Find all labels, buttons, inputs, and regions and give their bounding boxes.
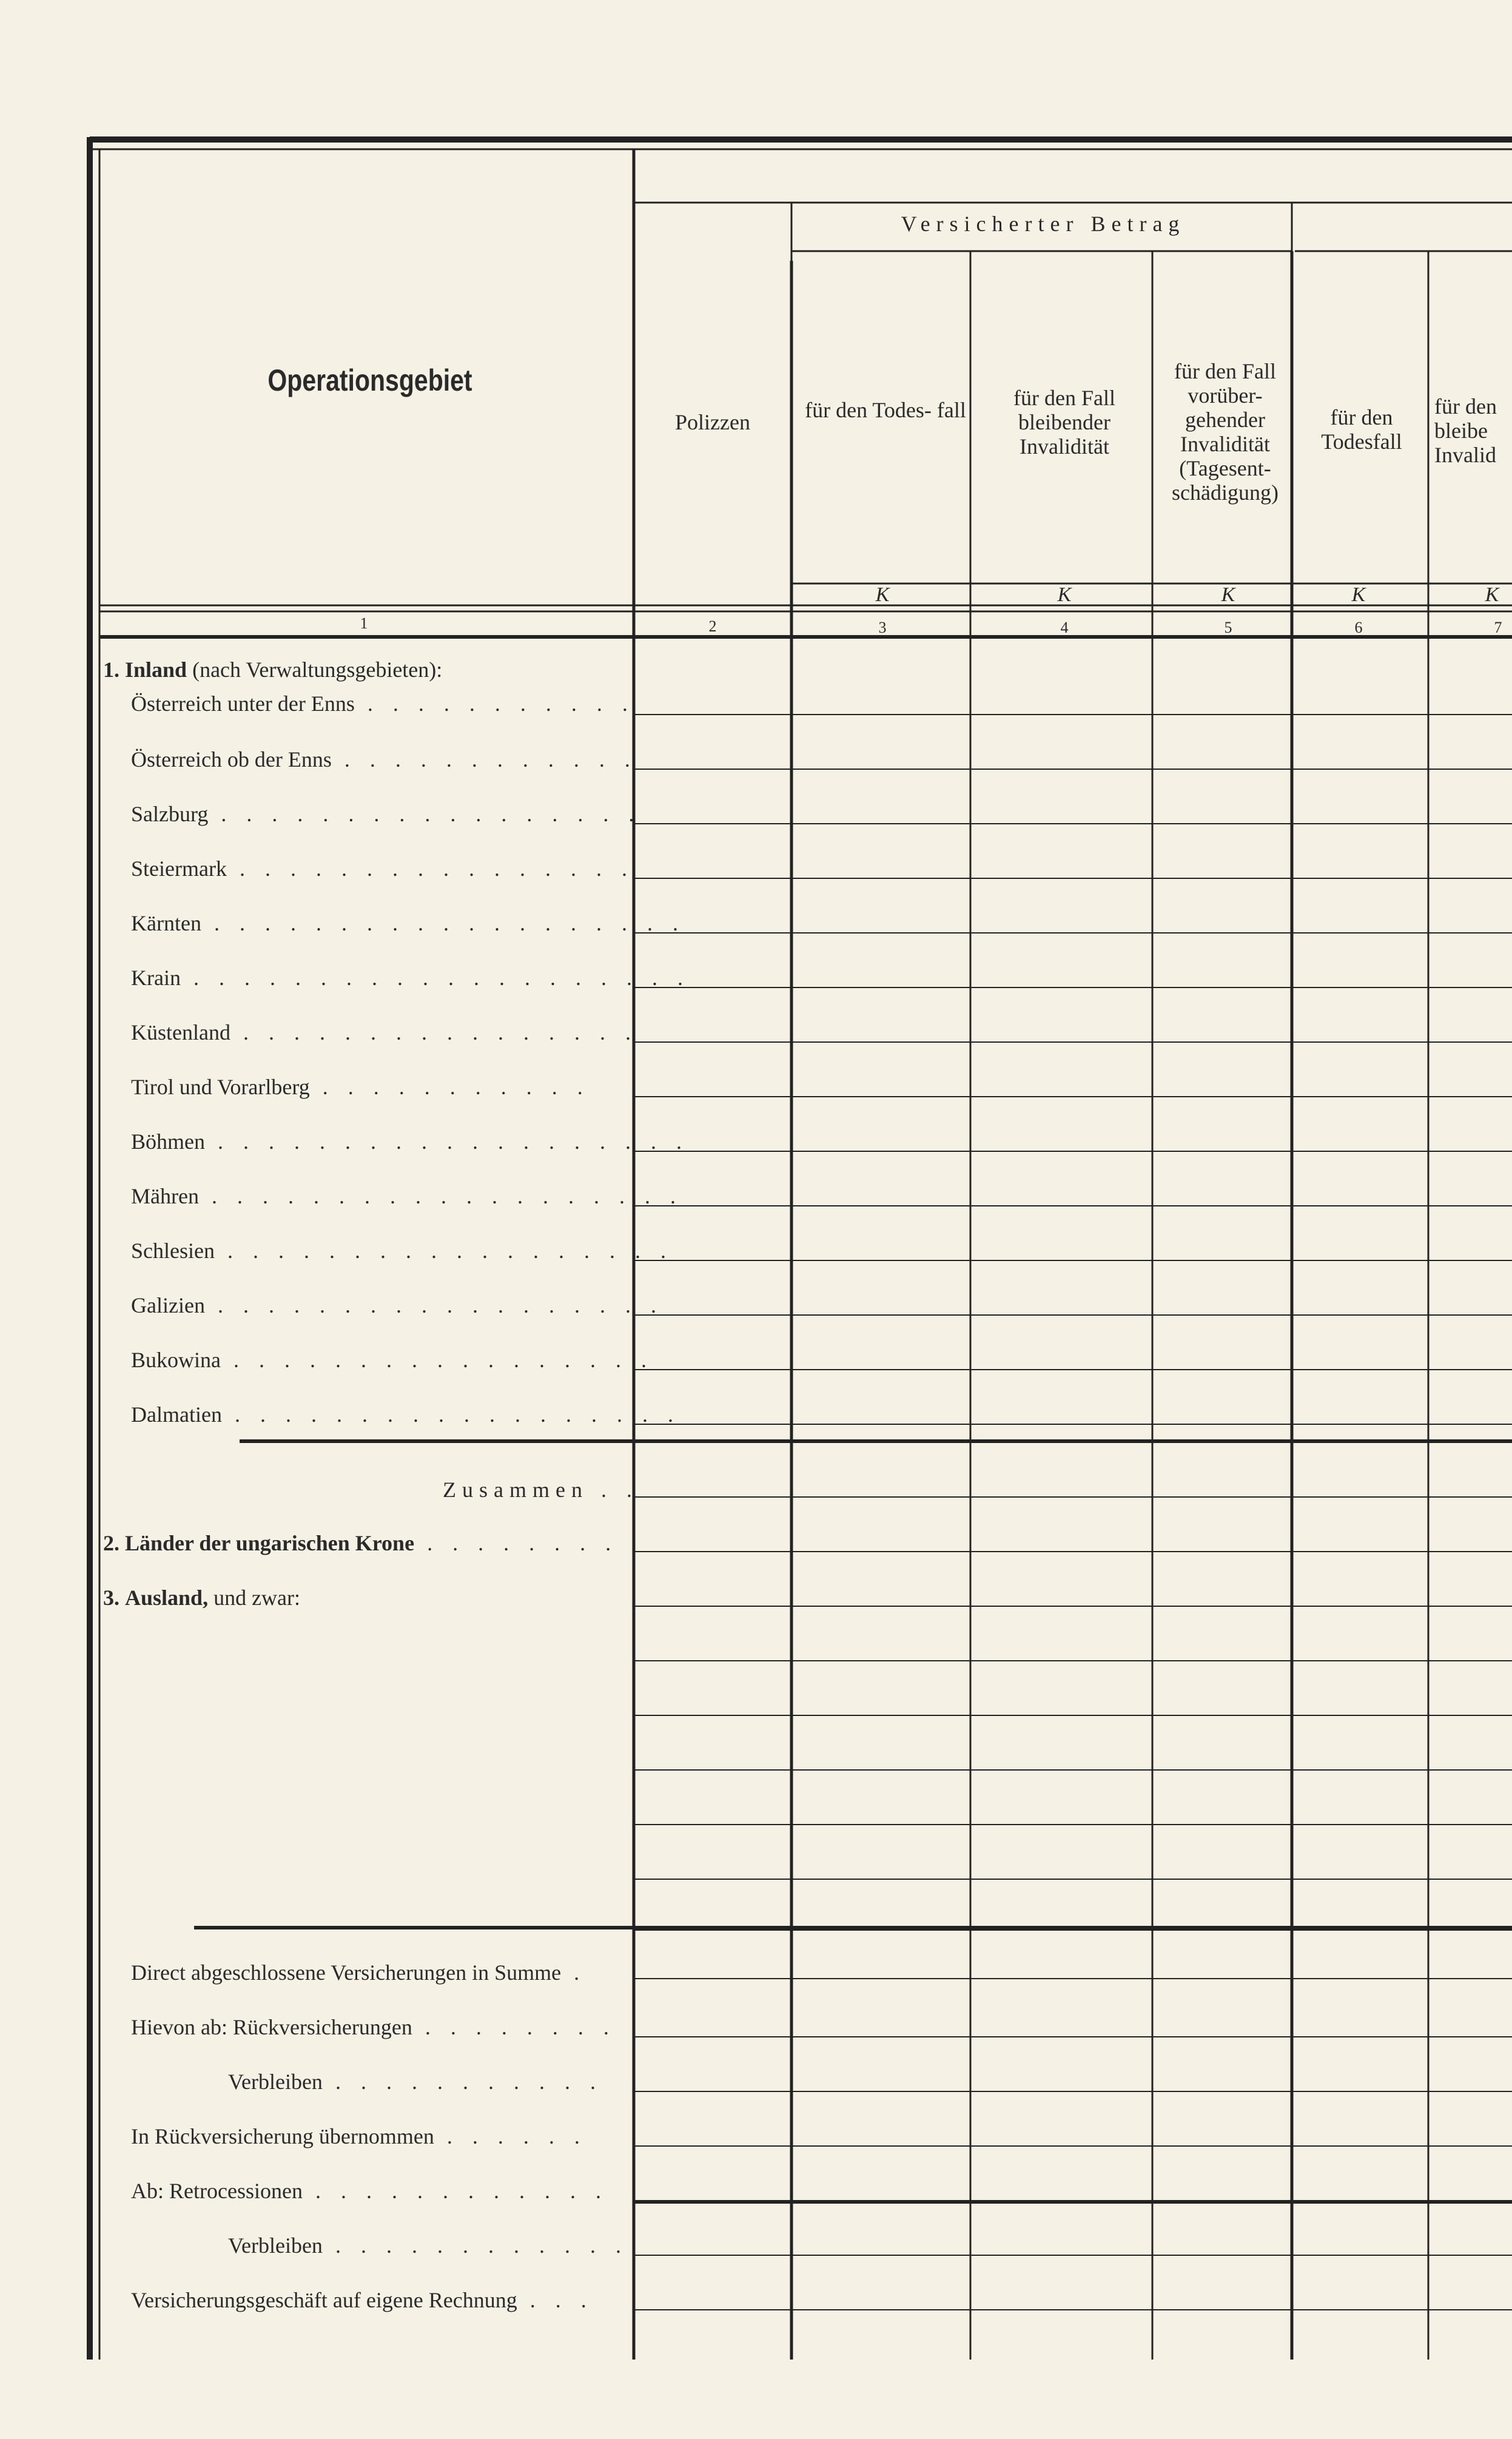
colnum-6: 6 bbox=[1354, 619, 1363, 636]
region-row: Österreich unter der Enns . . . . . . . . . . . bbox=[131, 691, 635, 716]
region-row: Küstenland . . . . . . . . . . . . . . . . bbox=[131, 1020, 638, 1045]
header-col4: für den Fall bleibender Invalidität bbox=[1013, 386, 1115, 459]
region-row: Mähren . . . . . . . . . . . . . . . . . . . bbox=[131, 1184, 683, 1208]
unit-col7: K bbox=[1485, 584, 1499, 606]
summary-row: Ab: Retrocessionen . . . . . . . . . . . . bbox=[131, 2179, 608, 2203]
summary-row: Direct abgeschlossene Versicherungen in Summe . bbox=[131, 1960, 587, 1985]
unit-col3: K bbox=[875, 584, 890, 606]
row-inland-number: 1. bbox=[103, 658, 119, 682]
region-row: Galizien . . . . . . . . . . . . . . . . . . bbox=[131, 1293, 664, 1317]
region-label: Dalmatien bbox=[131, 1402, 222, 1427]
row-ausland bbox=[103, 1586, 300, 1610]
colnum-3: 3 bbox=[878, 619, 887, 636]
region-row: Schlesien . . . . . . . . . . . . . . . . . . bbox=[131, 1239, 673, 1263]
colnum-1: 1 bbox=[360, 614, 368, 632]
region-label: Bukowina bbox=[131, 1348, 221, 1372]
row-ungarn-number: 2. bbox=[103, 1531, 119, 1555]
row-ausland-subtitle: und zwar: bbox=[213, 1586, 301, 1610]
region-row: Bukowina . . . . . . . . . . . . . . . . . bbox=[131, 1348, 654, 1372]
header-col7: für den bleibe Invalid bbox=[1434, 394, 1497, 467]
region-label: Steiermark bbox=[131, 856, 227, 881]
row-zusammen: Zusammen . . bbox=[443, 1478, 639, 1502]
summary-row: In Rückversicherung übernommen . . . . . . bbox=[131, 2124, 587, 2148]
region-row: Steiermark . . . . . . . . . . . . . . . . bbox=[131, 856, 634, 881]
region-label: Österreich unter der Enns bbox=[131, 691, 355, 716]
region-label: Österreich ob der Enns bbox=[131, 747, 332, 772]
row-inland bbox=[103, 658, 442, 682]
summary-label: Ab: Retrocessionen bbox=[131, 2179, 303, 2203]
region-label: Kärnten bbox=[131, 911, 201, 935]
summary-label: Direct abgeschlossene Versicherungen in Summe bbox=[131, 1960, 562, 1985]
summary-row: Hievon ab: Rückversicherungen . . . . . . . . bbox=[131, 2015, 616, 2039]
colnum-5: 5 bbox=[1224, 619, 1232, 636]
header-col6: für den Todesfall bbox=[1321, 405, 1402, 454]
region-row: Kärnten . . . . . . . . . . . . . . . . . . . bbox=[131, 911, 685, 935]
page-title: Operationsgebiet bbox=[267, 363, 472, 397]
header-col5: für den Fall vorüber- gehender Invalidität (Tagesent- schädigung) bbox=[1172, 359, 1278, 505]
region-row: Krain . . . . . . . . . . . . . . . . . . . . bbox=[131, 966, 690, 990]
region-label: Mähren bbox=[131, 1184, 199, 1208]
region-row: Dalmatien . . . . . . . . . . . . . . . . . . bbox=[131, 1402, 680, 1427]
unit-col6: K bbox=[1351, 584, 1366, 606]
summary-row: Verbleiben . . . . . . . . . . . . bbox=[228, 2233, 628, 2258]
header-col3: für den Todes- fall bbox=[805, 398, 966, 422]
colnum-2: 2 bbox=[708, 617, 717, 635]
region-label: Tirol und Vorarlberg bbox=[131, 1075, 310, 1099]
summary-label: Hievon ab: Rückversicherungen bbox=[131, 2015, 412, 2039]
region-label: Böhmen bbox=[131, 1129, 205, 1154]
row-ausland-number: 3. bbox=[103, 1586, 119, 1610]
summary-label: Verbleiben bbox=[228, 2233, 323, 2258]
summary-label: In Rückversicherung übernommen bbox=[131, 2124, 434, 2148]
header-versicherter-betrag: Versicherter Betrag bbox=[901, 212, 1186, 236]
region-row: Böhmen . . . . . . . . . . . . . . . . . . . bbox=[131, 1129, 689, 1154]
unit-col5: K bbox=[1221, 584, 1235, 606]
summary-row: Verbleiben . . . . . . . . . . . bbox=[228, 2070, 603, 2094]
colnum-4: 4 bbox=[1060, 619, 1069, 636]
summary-row: Versicherungsgeschäft auf eigene Rechnung . . . bbox=[131, 2288, 594, 2312]
row-zusammen-label: Zusammen bbox=[443, 1478, 588, 1502]
unit-col4: K bbox=[1057, 584, 1072, 606]
row-ungarn: 2. Länder der ungarischen Krone . . . . . . . . bbox=[103, 1531, 619, 1555]
region-label: Galizien bbox=[131, 1293, 205, 1317]
region-label: Küstenland bbox=[131, 1020, 230, 1045]
region-row: Salzburg . . . . . . . . . . . . . . . . . bbox=[131, 802, 642, 826]
header-polizzen: Polizzen bbox=[675, 410, 750, 434]
summary-label: Versicherungsgeschäft auf eigene Rechnung bbox=[131, 2288, 517, 2312]
region-label: Salzburg bbox=[131, 802, 209, 826]
row-ungarn-label: Länder der ungarischen Krone bbox=[125, 1531, 415, 1555]
region-label: Krain bbox=[131, 966, 181, 990]
row-inland-subtitle: (nach Verwaltungsgebieten): bbox=[192, 658, 443, 682]
row-inland-title: Inland bbox=[125, 658, 187, 682]
region-row: Österreich ob der Enns . . . . . . . . . . . . bbox=[131, 747, 637, 772]
region-label: Schlesien bbox=[131, 1239, 215, 1263]
region-row: Tirol und Vorarlberg . . . . . . . . . . . bbox=[131, 1075, 590, 1099]
summary-label: Verbleiben bbox=[228, 2070, 323, 2094]
colnum-7: 7 bbox=[1494, 619, 1502, 636]
row-ausland-title: Ausland, bbox=[125, 1586, 209, 1610]
